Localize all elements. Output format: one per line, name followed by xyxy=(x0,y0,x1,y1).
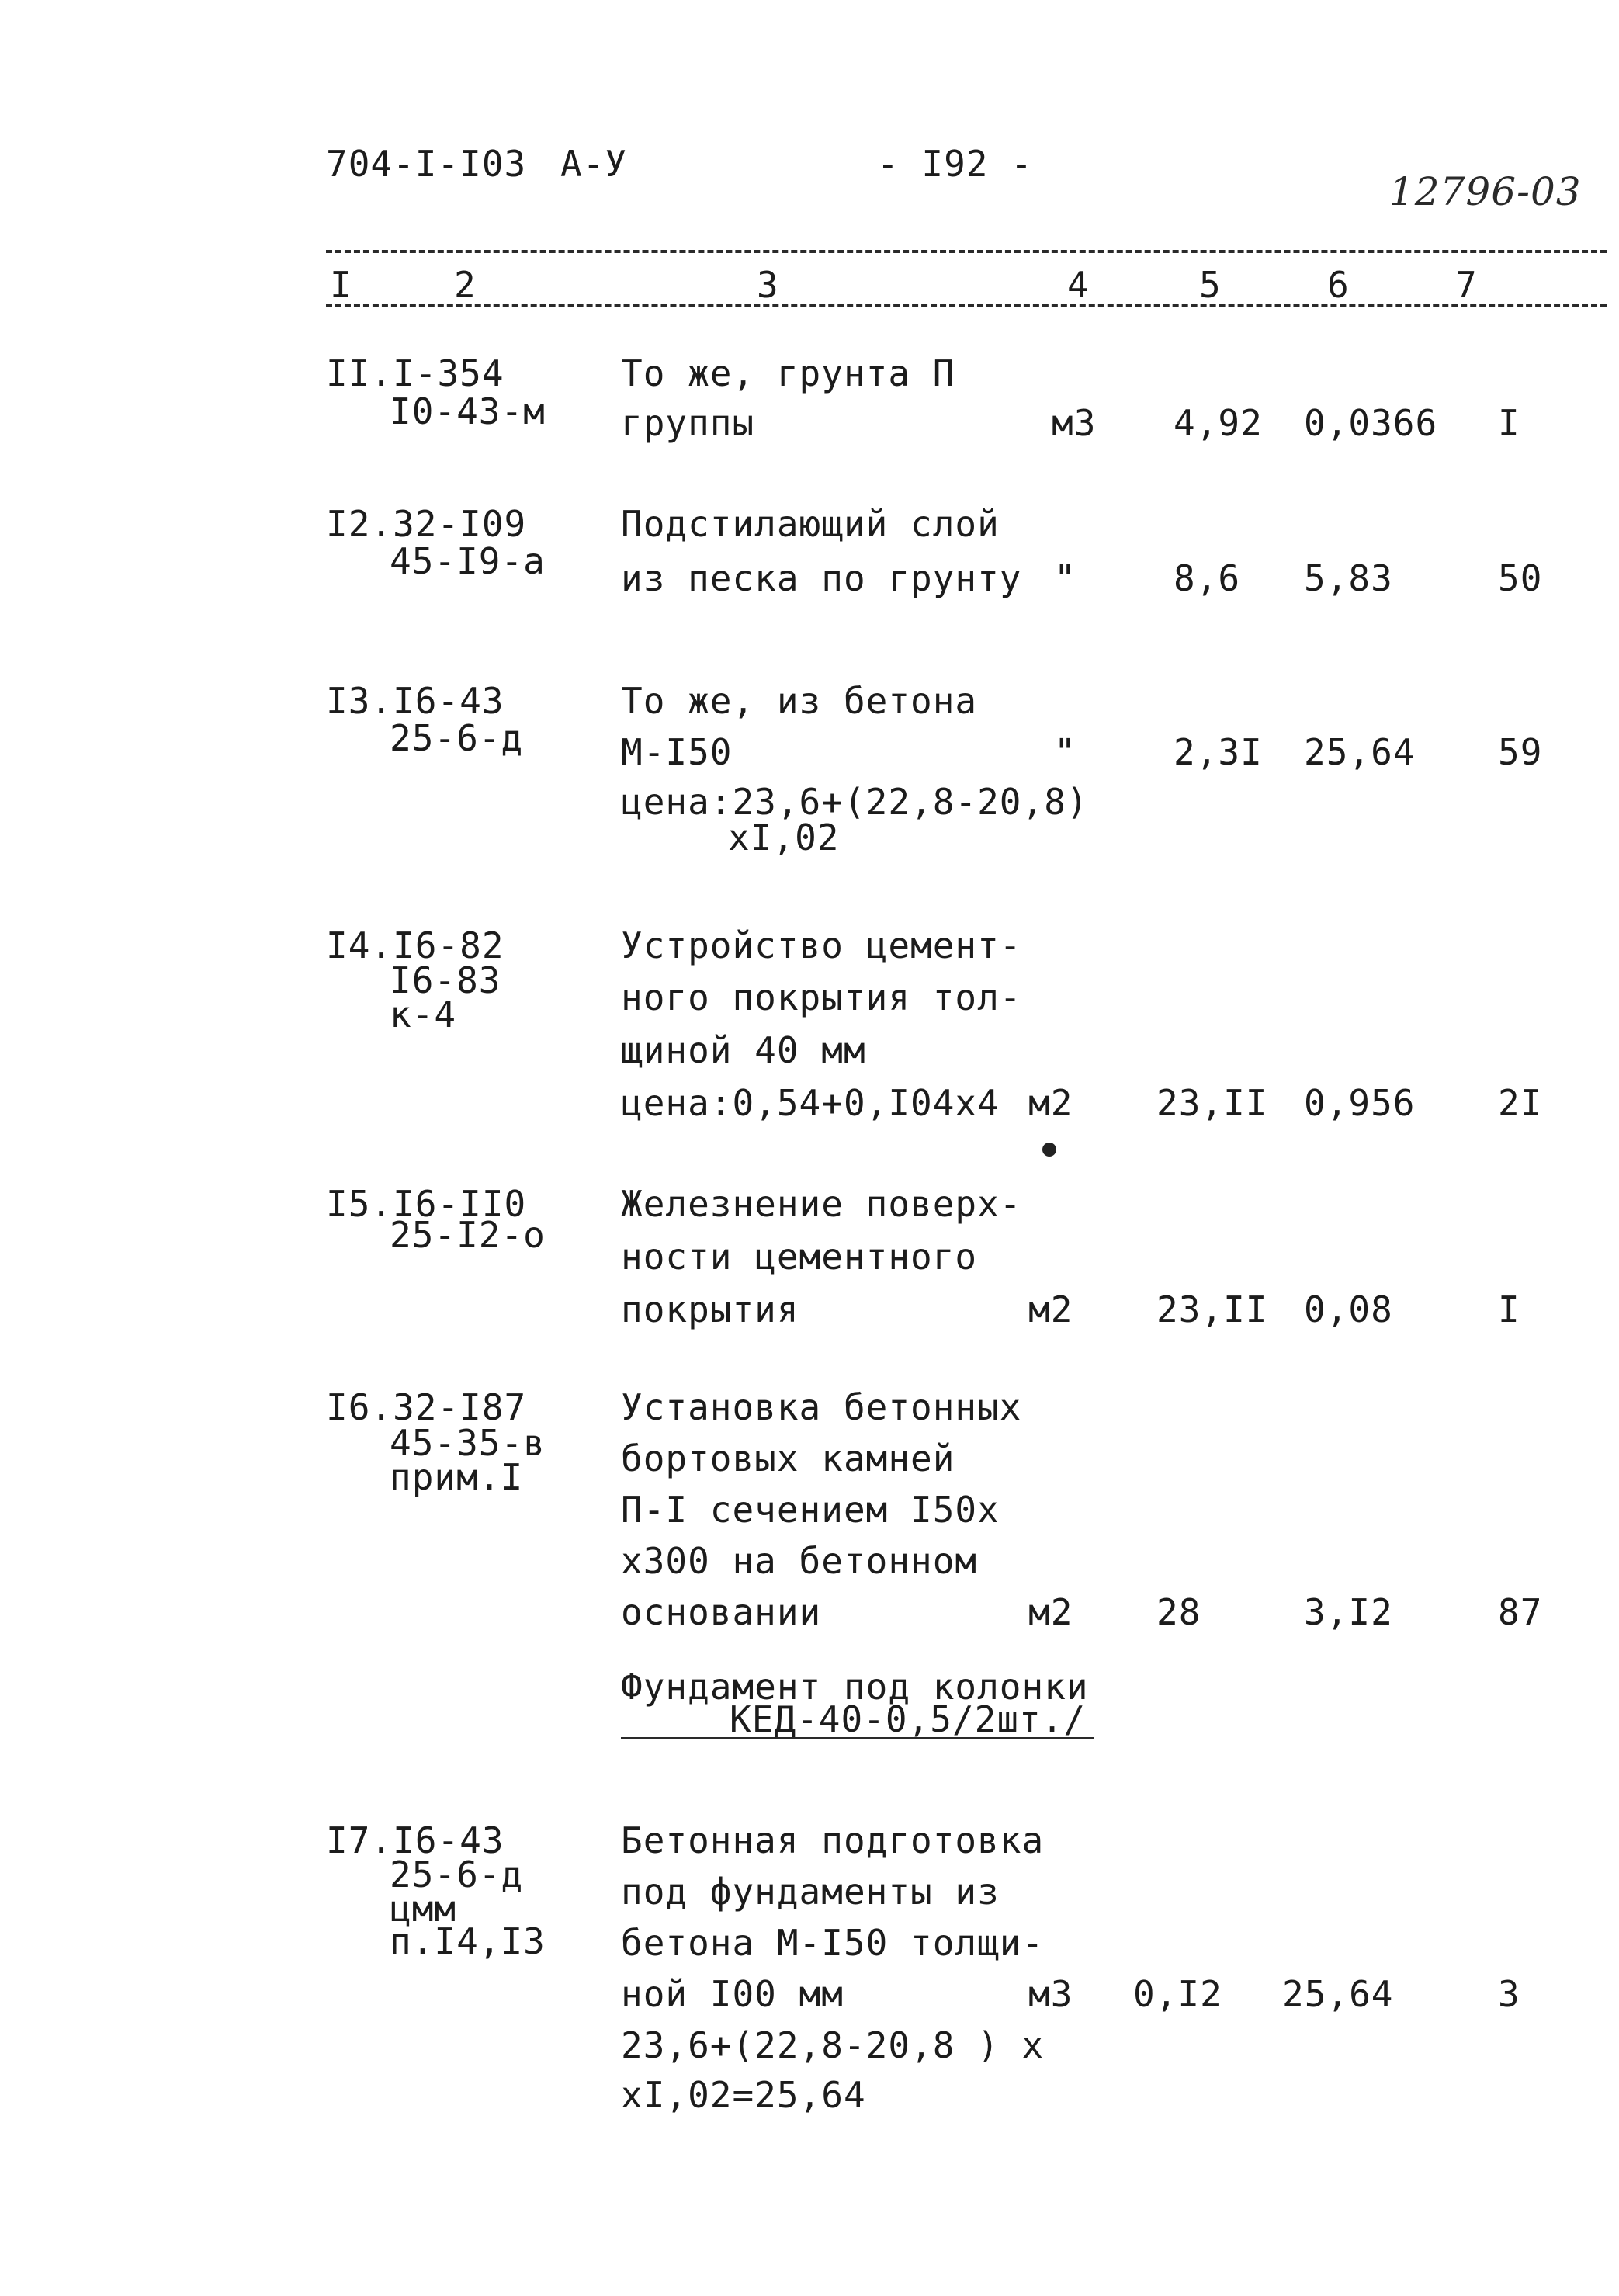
section-underline xyxy=(621,1737,1094,1739)
row-code: 25-6-д xyxy=(390,1854,524,1895)
row-total: 87 xyxy=(1498,1591,1543,1633)
row-code: цмм xyxy=(390,1888,457,1930)
column-header-3: 3 xyxy=(757,264,779,306)
column-header-7: 7 xyxy=(1455,264,1478,306)
row-description: цена:0,54+0,I04x4 xyxy=(621,1082,1000,1124)
column-header-5: 5 xyxy=(1199,264,1222,306)
row-code: к-4 xyxy=(390,994,457,1035)
row-number: I7.I6-43 xyxy=(326,1819,504,1861)
row-description: покрытия xyxy=(621,1288,799,1330)
row-number: I4.I6-82 xyxy=(326,924,504,966)
row-description: Установка бетонных xyxy=(621,1386,1022,1428)
row-description: Устройство цемент- xyxy=(621,924,1022,966)
row-description: П-I сечением I50х xyxy=(621,1489,1000,1531)
row-description: Бетонная подготовка xyxy=(621,1819,1045,1861)
row-total: 2I xyxy=(1498,1082,1543,1124)
row-price: 0,956 xyxy=(1304,1082,1416,1124)
row-code: I6-83 xyxy=(390,959,501,1001)
page-number: - I92 - xyxy=(877,143,1033,185)
row-description: цена:23,6+(22,8-20,8) xyxy=(621,781,1089,823)
ink-dot xyxy=(1042,1143,1056,1157)
row-total: 59 xyxy=(1498,731,1543,773)
row-unit: " xyxy=(1054,731,1076,773)
row-total: 50 xyxy=(1498,557,1543,599)
row-price: 3,I2 xyxy=(1304,1591,1393,1633)
row-number: I5.I6-II0 xyxy=(326,1183,527,1225)
row-description: под фундаменты из xyxy=(621,1871,1000,1913)
row-quantity: 8,6 xyxy=(1174,557,1241,599)
row-quantity: 23,II xyxy=(1156,1288,1268,1330)
row-code: 45-I9-а xyxy=(390,540,546,582)
row-quantity: 28 xyxy=(1156,1591,1201,1633)
row-description: ности цементного xyxy=(621,1236,978,1278)
row-unit: " xyxy=(1054,557,1076,599)
row-total: 3 xyxy=(1498,1973,1520,2015)
row-description: бортовых камней xyxy=(621,1438,955,1479)
row-number: II.I-354 xyxy=(326,352,504,394)
row-description: основании xyxy=(621,1591,822,1633)
header-divider-top xyxy=(326,250,1607,253)
row-price: 25,64 xyxy=(1282,1973,1394,2015)
row-quantity: 0,I2 xyxy=(1133,1973,1222,2015)
row-unit: м2 xyxy=(1028,1288,1073,1330)
row-description: группы xyxy=(621,402,755,444)
row-unit: м3 xyxy=(1052,402,1097,444)
row-price: 0,08 xyxy=(1304,1288,1393,1330)
row-unit: м2 xyxy=(1028,1591,1073,1633)
document-suffix: А-У xyxy=(560,143,628,185)
section-heading: Фундамент под колонки xyxy=(621,1666,1089,1708)
row-description: xI,02 xyxy=(728,817,840,858)
row-total: I xyxy=(1498,1288,1520,1330)
row-code: I0-43-м xyxy=(390,390,546,432)
row-quantity: 23,II xyxy=(1156,1082,1268,1124)
row-number: I6.32-I87 xyxy=(326,1386,527,1428)
column-header-6: 6 xyxy=(1327,264,1350,306)
archive-stamp: 12796-03 xyxy=(1389,169,1582,214)
row-price: 25,64 xyxy=(1304,731,1416,773)
column-header-2: 2 xyxy=(454,264,477,306)
row-description: 23,6+(22,8-20,8 ) х xyxy=(621,2024,1045,2066)
header-divider-bottom xyxy=(326,304,1607,307)
row-description: щиной 40 мм xyxy=(621,1029,866,1071)
row-number: I2.32-I09 xyxy=(326,503,527,545)
row-quantity: 4,92 xyxy=(1174,402,1263,444)
row-description: То же, грунта П xyxy=(621,352,955,394)
row-description: Железнение поверх- xyxy=(621,1183,1022,1225)
row-code: прим.I xyxy=(390,1456,524,1498)
row-quantity: 2,3I xyxy=(1174,731,1263,773)
document-code: 704-I-I03 xyxy=(326,143,527,185)
row-description: хI,02=25,64 xyxy=(621,2074,866,2116)
row-description: То же, из бетона xyxy=(621,680,978,722)
row-price: 0,0366 xyxy=(1304,402,1438,444)
row-description: М-I50 xyxy=(621,731,733,773)
column-header-4: 4 xyxy=(1067,264,1090,306)
row-description: ного покрытия тол- xyxy=(621,976,1022,1018)
row-code: 45-35-в xyxy=(390,1422,546,1464)
row-price: 5,83 xyxy=(1304,557,1393,599)
row-code: 25-I2-о xyxy=(390,1214,546,1256)
row-number: I3.I6-43 xyxy=(326,680,504,722)
row-code: п.I4,I3 xyxy=(390,1920,546,1962)
row-description: из песка по грунту xyxy=(621,557,1022,599)
row-code: 25-6-д xyxy=(390,717,524,759)
row-description: бетона М-I50 толщи- xyxy=(621,1922,1045,1964)
row-description: х300 на бетонном xyxy=(621,1540,978,1582)
row-unit: м2 xyxy=(1028,1082,1073,1124)
section-subheading: КЕД-40-0,5/2шт./ xyxy=(730,1698,1087,1740)
row-unit: м3 xyxy=(1028,1973,1073,2015)
row-description: ной I00 мм xyxy=(621,1973,844,2015)
row-description: Подстилающий слой xyxy=(621,503,1000,545)
column-header-1: I xyxy=(330,264,352,306)
row-total: I xyxy=(1498,402,1520,444)
